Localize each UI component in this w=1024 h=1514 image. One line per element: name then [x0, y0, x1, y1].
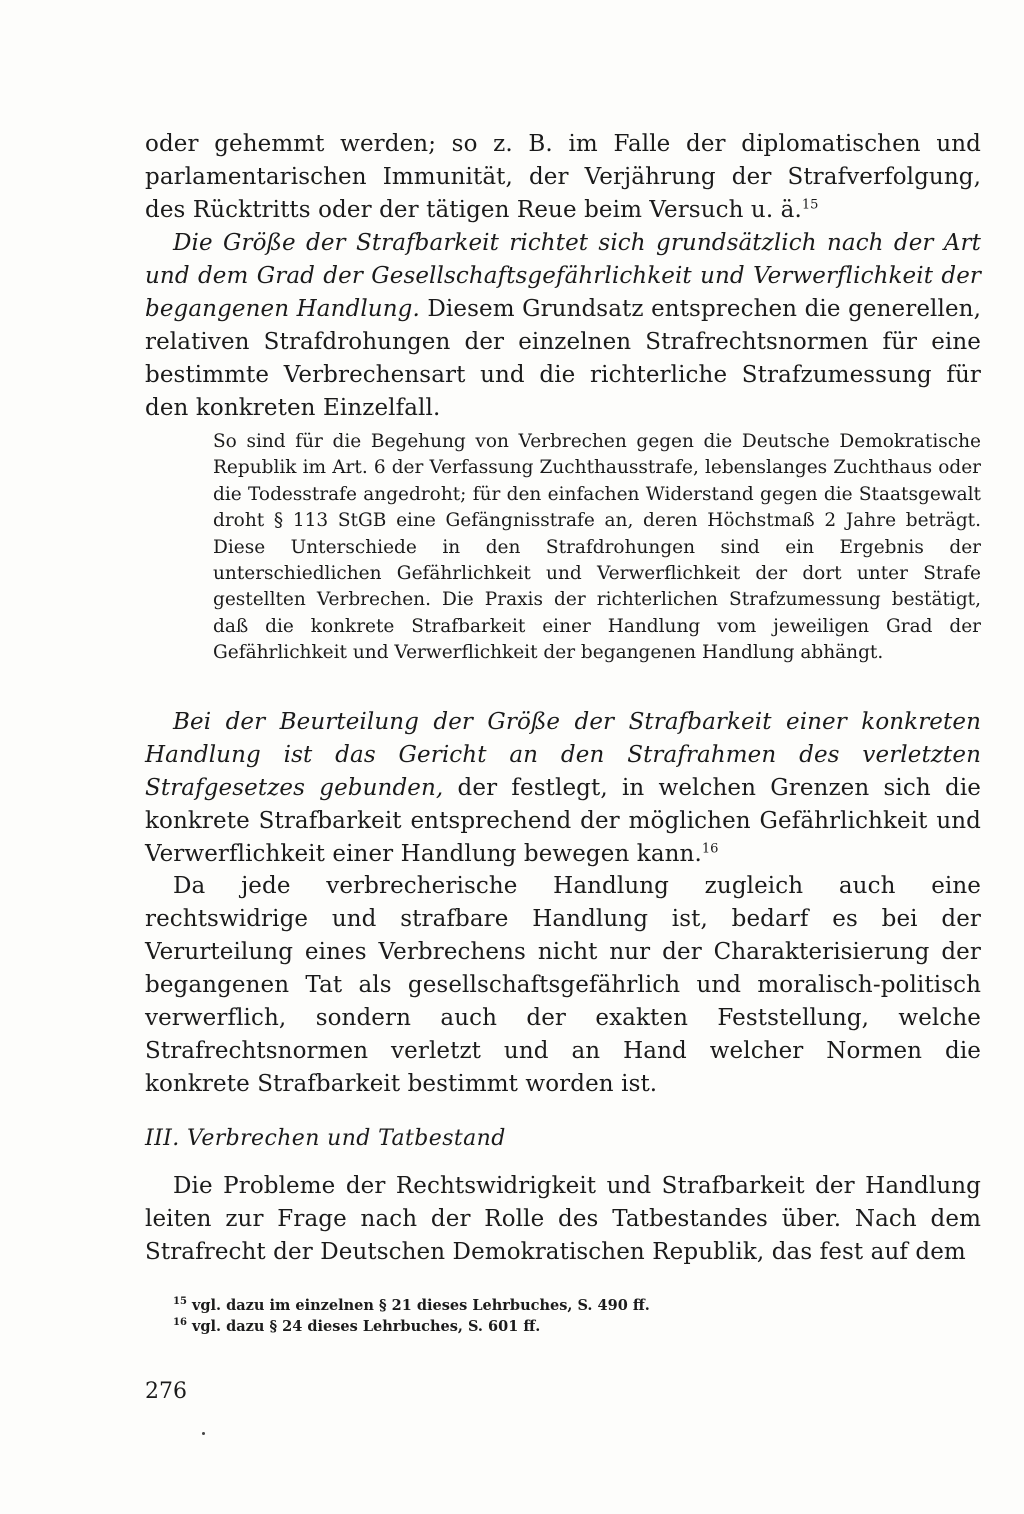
footnotes — [145, 1295, 981, 1337]
footnote-ref-15: 15 — [801, 197, 819, 213]
footnote-15 — [145, 1295, 981, 1316]
paragraph-court-framework — [145, 706, 981, 871]
footnote-ref-16: 16 — [701, 841, 719, 857]
footnote-16 — [145, 1316, 981, 1337]
paragraph-1-text: oder gehemmt werden; so z. B. im Falle der diplomatischen und parlamentarischen Immunität, der Verjährung der Strafverfolgung, des Rücktritts oder der tätigen Reue beim Versuch u. ä. — [145, 131, 981, 223]
page-number: 276 — [145, 1379, 187, 1404]
paragraph-3-text: der festlegt, in welchen Grenzen sich die konkrete Strafbarkeit entsprechend der möglichen Gefährlichkeit und Verwerflichkeit einer Handlung bewegen kann. — [145, 775, 981, 867]
section-heading — [145, 1124, 981, 1154]
paragraph-2-text: Diesem Grundsatz entsprechen die generellen, relativen Strafdrohungen der einzelnen Strafrechtsnormen für eine bestimmte Verbrechensart und die richterliche Strafzumessung für den konkreten Einzelfall. — [145, 296, 981, 421]
paragraph-principle — [145, 227, 981, 425]
footnote-16-number: 16 — [173, 1317, 187, 1329]
example-small-print — [213, 429, 981, 667]
footnote-16-text: vgl. dazu § 24 dieses Lehrbuches, S. 601 ff. — [186, 1318, 541, 1335]
paragraph-tatbestand — [145, 1170, 981, 1269]
footnote-15-number: 15 — [173, 1296, 187, 1308]
paragraph-5-text: Die Probleme der Rechtswidrigkeit und Strafbarkeit der Handlung leiten zur Frage nach der Rolle des Tatbestandes über. Nach dem Strafrecht der Deutschen Demokratischen Republik, das fest auf dem — [145, 1173, 981, 1265]
paragraph-conviction — [145, 870, 981, 1101]
print-speck — [202, 1432, 205, 1435]
example-text: So sind für die Begehung von Verbrechen gegen die Deutsche Demokratische Republik im Art. 6 der Verfassung Zuchthausstrafe, lebenslanges Zuchthaus oder die Todesstrafe angedroht; für den einfachen Widerstand gegen die Staatsgewalt droht § 113 StGB eine Gefängnisstrafe an, deren Höchstmaß 2 Jahre beträgt. Diese Unterschiede in den Strafdrohungen sind ein Ergebnis der unterschiedlichen Gefährlichkeit und Verwerflichkeit der dort unter Strafe gestellten Verbrechen. Die Praxis der richterlichen Strafzumessung bestätigt, daß die konkrete Strafbarkeit einer Handlung vom jeweiligen Grad der Gefährlichkeit und Verwerflichkeit der begangenen Handlung abhängt. — [213, 431, 981, 664]
section-heading-text: III. Verbrechen und Tatbestand — [145, 1126, 506, 1151]
paragraph-continuation — [145, 128, 981, 227]
paragraph-3-emphasis: Bei der Beurteilung der Größe der Strafbarkeit einer konkreten Handlung ist das Gericht an den Strafrahmen des verletzten Strafgesetzes gebunden, — [145, 709, 981, 801]
paragraph-4-text: Da jede verbrecherische Handlung zugleich auch eine rechtswidrige und strafbare Handlung ist, bedarf es bei der Verurteilung eines Verbrechens nicht nur der Charakterisierung der begangenen Tat als gesellschaftsgefährlich und moralisch-politisch verwerflich, sondern auch der exakten Feststellung, welche Strafrechtsnormen verletzt und an Hand welcher Normen die konkrete Strafbarkeit bestimmt worden ist. — [145, 873, 981, 1097]
paragraph-2-emphasis: Die Größe der Strafbarkeit richtet sich grundsätzlich nach der Art und dem Grad der Gesellschaftsgefährlichkeit und Verwerflichkeit der begangenen Handlung. — [145, 230, 981, 322]
footnote-15-text: vgl. dazu im einzelnen § 21 dieses Lehrbuches, S. 490 ff. — [186, 1297, 650, 1314]
